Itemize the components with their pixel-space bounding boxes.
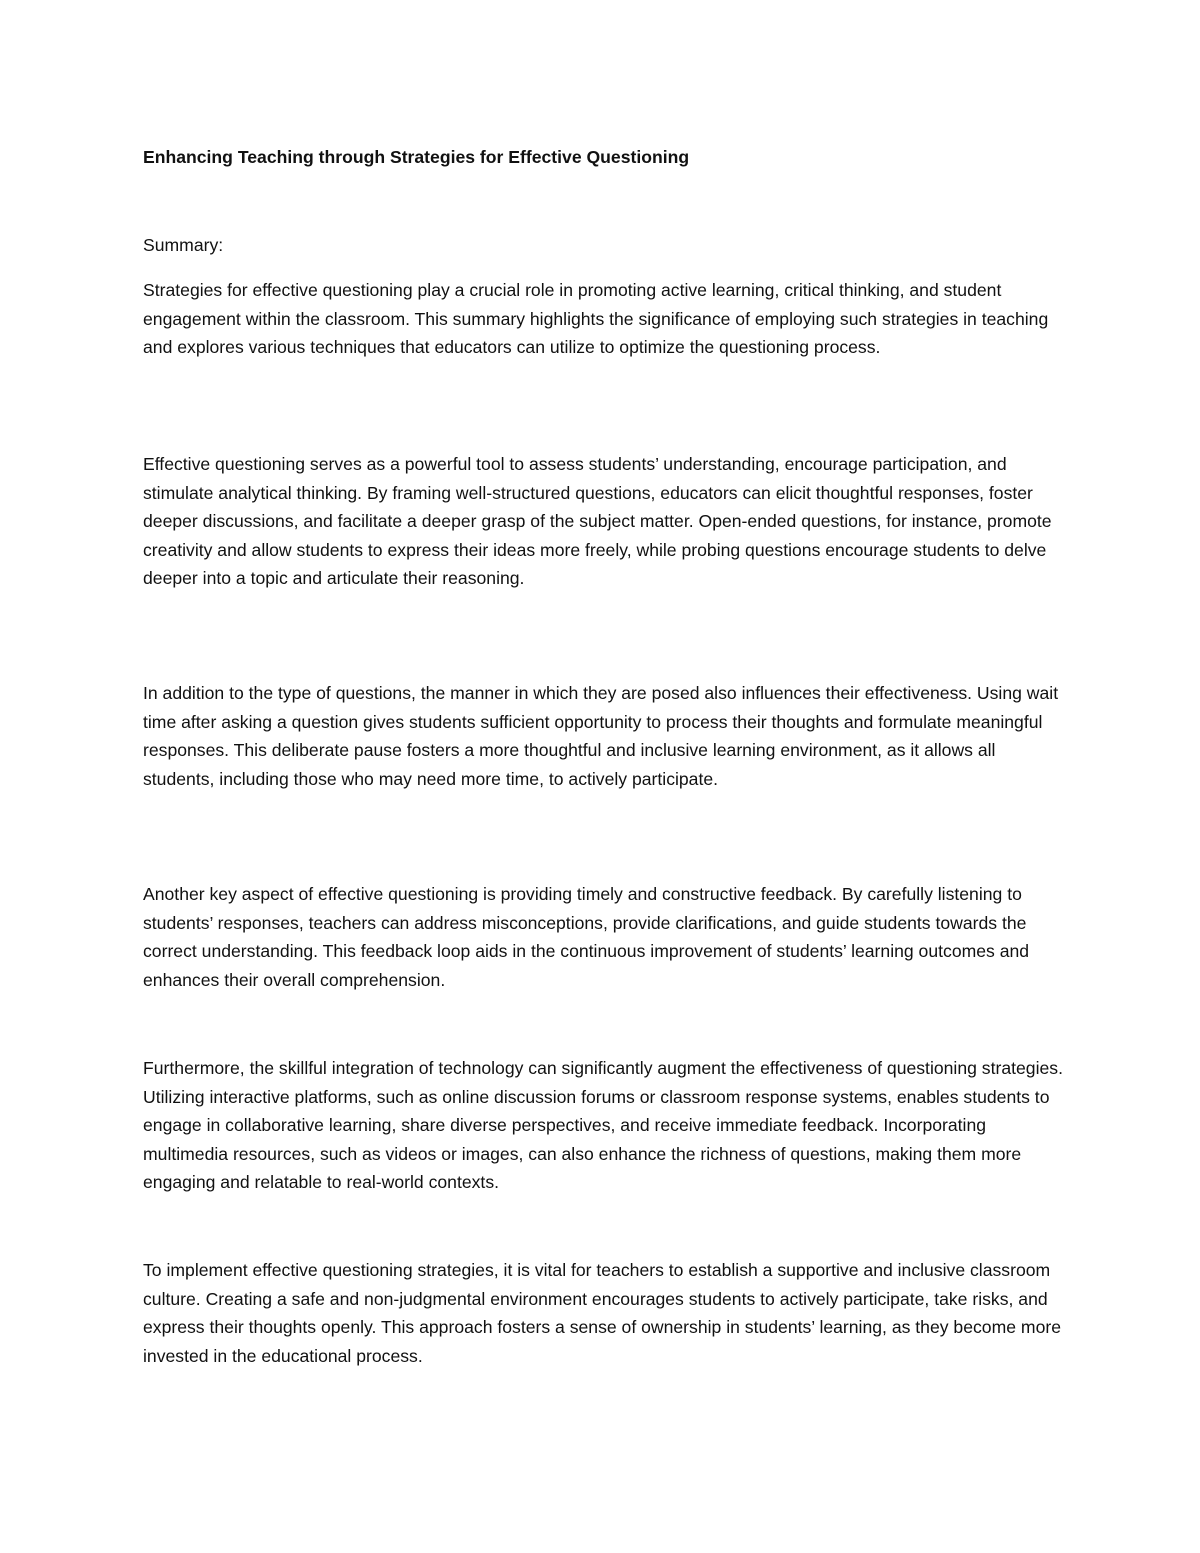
paragraph-6: To implement effective questioning strategies, it is vital for teachers to establish a supportive and inclusive classroom culture. Creating a safe and non-judgmental environment encourages students to actively participate, take risks, and express their thoughts openly. This approach fosters a sense of ownership in students’ learning, as they become more invested in the educational process. — [143, 1260, 1061, 1366]
document-title: Enhancing Teaching through Strategies for Effective Questioning — [143, 147, 690, 167]
paragraph-2: Effective questioning serves as a powerful tool to assess students’ understanding, encourage participation, and stimulate analytical thinking. By framing well-structured questions, educators can elicit thoughtful responses, foster deeper discussions, and facilitate a deeper grasp of the subject matter. Open-ended questions, for instance, promote creativity and allow students to express their ideas more freely, while probing questions encourage students to delve deeper into a topic and articulate their reasoning. — [143, 454, 1052, 588]
paragraph-5: Furthermore, the skillful integration of technology can significantly augment the effectiveness of questioning strategies. Utilizing interactive platforms, such as online discussion forums or classroom response systems, enables students to engage in collaborative learning, share diverse perspectives, and receive immediate feedback. Incorporating multimedia resources, such as videos or images, can also enhance the richness of questions, making them more engaging and relatable to real-world contexts. — [143, 1058, 1063, 1192]
paragraph-3: In addition to the type of questions, the manner in which they are posed also influences their effectiveness. Using wait time after asking a question gives students sufficient opportunity to process their thoughts and formulate meaningful responses. This deliberate pause fosters a more thoughtful and inclusive learning environment, as it allows all students, including those who may need more time, to actively participate. — [143, 683, 1059, 789]
document-content — [143, 143, 1063, 1366]
paragraph-4: Another key aspect of effective questioning is providing timely and constructive feedback. By carefully listening to students’ responses, teachers can address misconceptions, provide clarifications, and guide students towards the correct understanding. This feedback loop aids in the continuous improvement of students’ learning outcomes and enhances their overall comprehension. — [143, 884, 1030, 990]
paragraph-1: Strategies for effective questioning play a crucial role in promoting active learning, critical thinking, and student engagement within the classroom. This summary highlights the significance of employing such strategies in teaching and explores various techniques that educators can utilize to optimize the questioning process. — [143, 280, 1049, 357]
summary-label: Summary: — [143, 235, 224, 255]
